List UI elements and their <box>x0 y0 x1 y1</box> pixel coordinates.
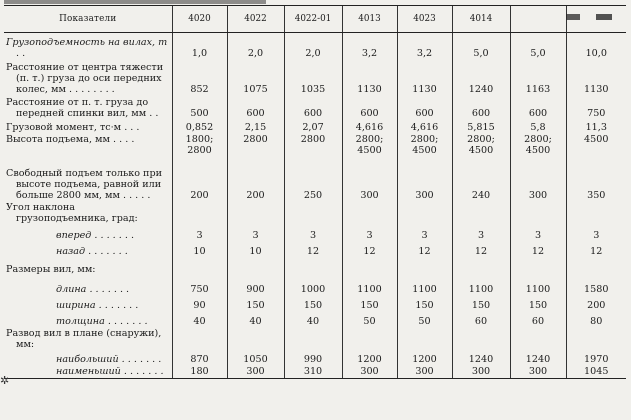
table-cell: 1130 <box>566 60 626 96</box>
table-cell: 60 <box>510 312 566 328</box>
table-cell: 12 <box>452 242 510 258</box>
row-label: Грузоподъемность на вилах, т . . <box>6 36 168 59</box>
table-cell: 150 <box>452 296 510 312</box>
table-row <box>4 134 626 158</box>
table-cell: 3 <box>510 226 566 242</box>
table-cell: 1075 <box>227 60 284 96</box>
table-cell: 2800; 4500 <box>342 134 397 158</box>
table-cell <box>342 258 397 276</box>
table-cell <box>227 328 284 352</box>
table-cell: 3 <box>342 226 397 242</box>
table-cell: 750 <box>566 96 626 120</box>
header-cell <box>566 6 626 33</box>
table-cell: 1240 <box>452 352 510 366</box>
table-cell: 3 <box>397 226 452 242</box>
header-cell: Показатели <box>4 6 172 33</box>
table-cell: 600 <box>227 96 284 120</box>
table-cell: 350 <box>566 158 626 202</box>
table-cell <box>452 258 510 276</box>
table-cell: 150 <box>342 296 397 312</box>
table-cell <box>566 258 626 276</box>
table-cell: 300 <box>342 366 397 379</box>
table-row <box>4 366 626 379</box>
table-cell: 1000 <box>284 276 342 296</box>
row-label: Свободный подъем только при высоте подъема, равной или больше 2800 мм, мм . . . . . <box>6 167 162 201</box>
row-label: назад . . . . . . . <box>56 245 128 257</box>
table-cell: 1970 <box>566 352 626 366</box>
table-cell: 180 <box>172 366 227 379</box>
table-cell: 10,0 <box>566 33 626 60</box>
table-cell <box>397 328 452 352</box>
table-cell: 300 <box>397 158 452 202</box>
table-cell: 852 <box>172 60 227 96</box>
table-cell: 50 <box>342 312 397 328</box>
row-label: Угол наклона грузоподъемника, град: <box>6 201 138 224</box>
table-cell: 50 <box>397 312 452 328</box>
table-row <box>4 96 626 120</box>
table-cell <box>566 202 626 226</box>
table-cell: 90 <box>172 296 227 312</box>
table-cell: 10 <box>227 242 284 258</box>
table-cell: 5,8 <box>510 120 566 134</box>
table-cell: 250 <box>284 158 342 202</box>
table-cell: 150 <box>284 296 342 312</box>
table-row <box>4 158 626 202</box>
table-cell: 600 <box>510 96 566 120</box>
table-cell: 3 <box>566 226 626 242</box>
table-cell: 1163 <box>510 60 566 96</box>
table-cell: 40 <box>172 312 227 328</box>
header-cell <box>510 6 566 33</box>
table-cell <box>227 202 284 226</box>
table-cell: 600 <box>342 96 397 120</box>
table-cell: 1100 <box>342 276 397 296</box>
corner-mark-icon: ✲ <box>0 374 10 387</box>
table-cell <box>397 202 452 226</box>
table-cell: 3,2 <box>342 33 397 60</box>
row-label: толщина . . . . . . . <box>56 315 148 327</box>
table-cell: 2,15 <box>227 120 284 134</box>
table-row <box>4 202 626 226</box>
header-cell: 4023 <box>397 6 452 33</box>
table-cell: 600 <box>397 96 452 120</box>
table-cell: 1100 <box>397 276 452 296</box>
table-cell: 300 <box>397 366 452 379</box>
table-cell: 300 <box>510 158 566 202</box>
table-cell: 200 <box>566 296 626 312</box>
table-cell: 150 <box>227 296 284 312</box>
table-cell: 5,815 <box>452 120 510 134</box>
table-cell: 12 <box>342 242 397 258</box>
table-cell: 12 <box>284 242 342 258</box>
table-cell: 500 <box>172 96 227 120</box>
table-row <box>4 258 626 276</box>
table-cell: 80 <box>566 312 626 328</box>
table-row <box>4 226 626 242</box>
table-cell: 990 <box>284 352 342 366</box>
table-cell: 1200 <box>342 352 397 366</box>
table-cell: 600 <box>452 96 510 120</box>
table-cell: 310 <box>284 366 342 379</box>
table-cell <box>452 202 510 226</box>
table-cell: 4,616 <box>342 120 397 134</box>
table-row <box>4 352 626 366</box>
table-cell: 150 <box>510 296 566 312</box>
table-cell: 3 <box>227 226 284 242</box>
table-cell: 11,3 <box>566 120 626 134</box>
table-cell: 1,0 <box>172 33 227 60</box>
table-cell: 2800; 4500 <box>452 134 510 158</box>
table-cell: 300 <box>342 158 397 202</box>
table-cell <box>510 258 566 276</box>
table-cell: 10 <box>172 242 227 258</box>
row-label: наименьший . . . . . . . <box>4 366 172 379</box>
table-cell: 1130 <box>397 60 452 96</box>
specification-table <box>4 5 626 379</box>
table-cell: 40 <box>284 312 342 328</box>
table-cell <box>342 328 397 352</box>
table-cell: 150 <box>397 296 452 312</box>
caption-strip <box>4 0 266 4</box>
table-cell: 40 <box>227 312 284 328</box>
table-cell <box>510 202 566 226</box>
header-cell: 4022 <box>227 6 284 33</box>
header-cell: 4014 <box>452 6 510 33</box>
table-cell: 3 <box>284 226 342 242</box>
row-label: Грузовой момент, тс·м . . . <box>6 121 140 133</box>
table-cell: 3 <box>452 226 510 242</box>
table-cell <box>452 328 510 352</box>
header-cell: 4020 <box>172 6 227 33</box>
table-cell <box>172 258 227 276</box>
table-cell: 750 <box>172 276 227 296</box>
table-cell: 12 <box>510 242 566 258</box>
table-cell: 200 <box>227 158 284 202</box>
table-cell <box>284 202 342 226</box>
table-cell: 2,0 <box>284 33 342 60</box>
table-cell <box>284 328 342 352</box>
table-cell: 870 <box>172 352 227 366</box>
row-label: Размеры вил, мм: <box>6 263 96 275</box>
row-label: Расстояние от п. т. груза до передней спинки вил, мм . . <box>6 96 159 119</box>
table-cell: 1100 <box>510 276 566 296</box>
table-cell: 1100 <box>452 276 510 296</box>
table-cell <box>342 202 397 226</box>
table-row <box>4 312 626 328</box>
table-cell: 5,0 <box>452 33 510 60</box>
table-cell: 600 <box>284 96 342 120</box>
table-cell: 2800 <box>284 134 342 158</box>
row-label: ширина . . . . . . . <box>56 299 139 311</box>
table-cell: 1800; 2800 <box>172 134 227 158</box>
header-cell: 4013 <box>342 6 397 33</box>
table-cell <box>172 202 227 226</box>
table-cell <box>397 258 452 276</box>
table-cell <box>566 328 626 352</box>
table-cell: 300 <box>452 366 510 379</box>
row-label: Расстояние от центра тяжести (п. т.) груза до оси передних колес, мм . . . . . . . . <box>6 61 164 95</box>
table-cell <box>227 258 284 276</box>
table-cell: 5,0 <box>510 33 566 60</box>
table-row <box>4 120 626 134</box>
table-cell: 12 <box>397 242 452 258</box>
table-cell: 0,852 <box>172 120 227 134</box>
table-cell: 1050 <box>227 352 284 366</box>
table-cell: 1240 <box>452 60 510 96</box>
table-cell: 300 <box>227 366 284 379</box>
table-cell: 2800 <box>227 134 284 158</box>
table-cell: 240 <box>452 158 510 202</box>
table-cell: 200 <box>172 158 227 202</box>
table-cell: 3,2 <box>397 33 452 60</box>
table-cell <box>284 258 342 276</box>
table-cell: 12 <box>566 242 626 258</box>
row-label: длина . . . . . . . <box>56 283 130 295</box>
row-label: вперед . . . . . . . <box>56 229 135 241</box>
table-cell <box>172 328 227 352</box>
table-row <box>4 242 626 258</box>
table-cell: 1580 <box>566 276 626 296</box>
header-row <box>4 6 626 33</box>
table-cell: 1200 <box>397 352 452 366</box>
table-cell: 1130 <box>342 60 397 96</box>
table-cell: 1045 <box>566 366 626 379</box>
row-label: Высота подъема, мм . . . . <box>6 133 135 145</box>
table-cell: 1035 <box>284 60 342 96</box>
header-cell: 4022-01 <box>284 6 342 33</box>
table-cell <box>510 328 566 352</box>
table-cell: 1240 <box>510 352 566 366</box>
table-cell: 3 <box>172 226 227 242</box>
table-cell: 4,616 <box>397 120 452 134</box>
table-cell: 60 <box>452 312 510 328</box>
row-label: наибольший . . . . . . . <box>56 353 162 365</box>
table-row <box>4 60 626 96</box>
table-cell: 2800; 4500 <box>510 134 566 158</box>
table-row <box>4 33 626 60</box>
table-cell: 300 <box>510 366 566 379</box>
table-row <box>4 328 626 352</box>
table-cell: 2,07 <box>284 120 342 134</box>
table-cell: 2800; 4500 <box>397 134 452 158</box>
table-row <box>4 296 626 312</box>
table-cell: 4500 <box>566 134 626 158</box>
table-cell: 900 <box>227 276 284 296</box>
row-label: Развод вил в плане (снаружи), мм: <box>6 327 162 350</box>
table-cell: 2,0 <box>227 33 284 60</box>
table-row <box>4 276 626 296</box>
